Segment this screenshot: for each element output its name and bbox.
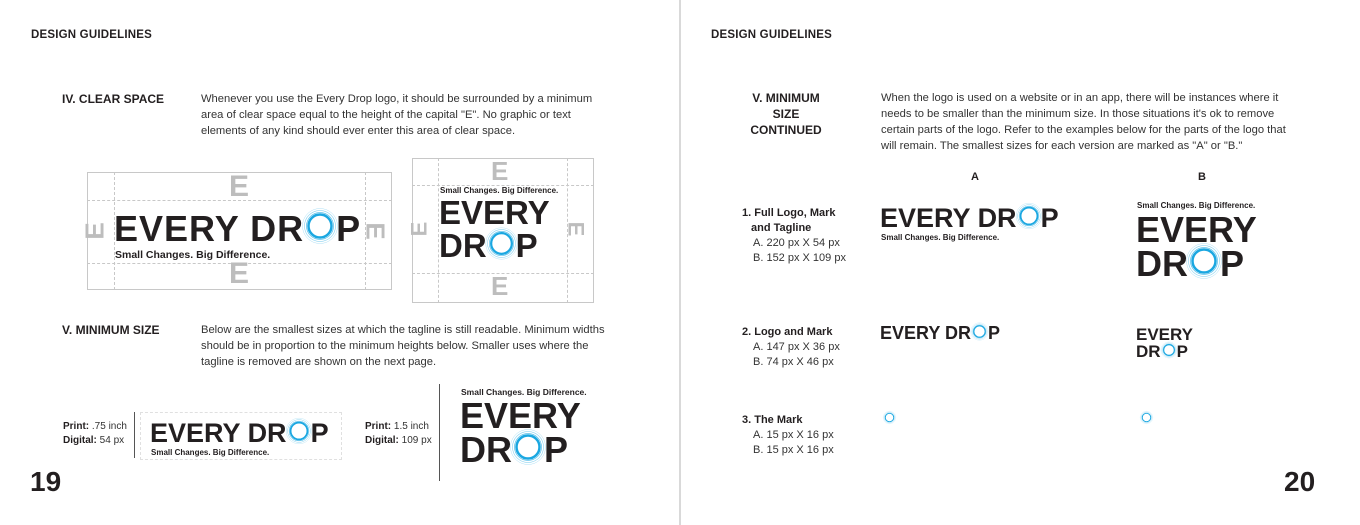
logo-min-size-horizontal: EVERY DR P [150,418,329,448]
logo-tagline: Small Changes. Big Difference. [115,249,271,261]
min-size-continued-body: When the logo is used on a website or in an app, there will be instances where it needs to be smaller than the minimum size. In those situations it's ok to remove certain parts of the logo. Refer to the examples below for the parts of the logo that will remain. The smallest sizes for each version are marked as "A" or "B." [881,92,1286,152]
logo-a-full: EVERY DR P [880,203,1059,233]
drop-mark-icon [1017,205,1041,227]
logo-min-size-stacked-line1: EVERY [460,395,581,436]
column-b-label: B [1198,171,1206,183]
column-a-label: A [971,171,979,183]
clear-space-marker-bottom: E [491,271,509,301]
drop-mark-icon [1188,246,1220,276]
logo-stacked-line2: DR P [439,227,538,264]
drop-mark-icon [883,412,896,423]
drop-mark-icon [1161,343,1177,357]
running-head: DESIGN GUIDELINES [711,29,832,41]
drop-mark-icon [512,432,544,462]
logo-b-full-line1: EVERY [1136,209,1257,250]
height-indicator [439,384,440,481]
drop-mark-icon [287,420,311,442]
min-size-spec-1: Print: .75 inch Digital: 54 px [63,421,127,446]
logo-horizontal: EVERY DR P [114,208,362,249]
logo-stacked-line1: EVERY [439,194,550,231]
item-full-logo: 1. Full Logo, Mark and Tagline A. 220 px X 54 px B. 152 px X 109 px [742,207,846,264]
clear-space-marker-top: E [229,170,250,203]
item-logo-and-mark: 2. Logo and Mark A. 147 px X 36 px B. 74 px X 46 px [742,326,840,368]
logo-tagline: Small Changes. Big Difference. [440,186,559,195]
minimum-size-heading: V. MINIMUM SIZE [62,323,160,337]
running-head: DESIGN GUIDELINES [31,29,152,41]
logo-tagline: Small Changes. Big Difference. [461,387,587,397]
clear-space-heading: IV. CLEAR SPACE [62,92,165,106]
item-the-mark: 3. The Mark A. 15 px X 16 px B. 15 px X 16 px [742,414,834,456]
logo-b-full-line2: DR P [1136,243,1245,284]
drop-mark-icon [1140,412,1153,423]
page-number: 20 [1284,466,1316,497]
logo-tagline: Small Changes. Big Difference. [151,448,270,457]
clear-space-marker-right: E [360,222,391,240]
min-size-continued-heading: V. MINIMUM SIZE CONTINUED [750,91,822,137]
drop-mark-icon [304,211,336,241]
min-size-spec-2: Print: 1.5 inch Digital: 109 px [365,421,432,446]
clear-space-marker-top: E [491,156,509,186]
height-indicator [134,412,135,458]
clear-space-marker-left: E [79,222,110,240]
logo-b-wordmark-line1: EVERY [1136,325,1194,344]
logo-tagline: Small Changes. Big Difference. [881,233,1000,242]
clear-space-marker-bottom: E [229,257,250,290]
drop-mark-icon [971,324,988,339]
minimum-size-body: Below are the smallest sizes at which the tagline is still readable. Minimum widths should be in proportion to the minimum heights below. Smaller uses where the tagline is removed are shown on the next page. [201,324,605,368]
logo-b-wordmark-line2: DR P [1136,342,1188,361]
clear-space-body: Whenever you use the Every Drop logo, it should be surrounded by a minimum area of clear space equal to the height of the capital "E". No graphic or text elements of any kind should ever enter this area of clear space. [201,93,593,137]
clear-space-marker-left: E [406,221,432,237]
page-20 [681,0,1360,525]
clear-space-marker-right: E [563,221,589,237]
page-19 [0,0,679,525]
logo-a-wordmark: EVERY DR P [880,323,1001,343]
drop-mark-icon [487,230,516,257]
logo-min-size-stacked-line2: DR P [460,429,569,470]
logo-tagline: Small Changes. Big Difference. [1137,201,1256,210]
page-number: 19 [30,466,62,497]
